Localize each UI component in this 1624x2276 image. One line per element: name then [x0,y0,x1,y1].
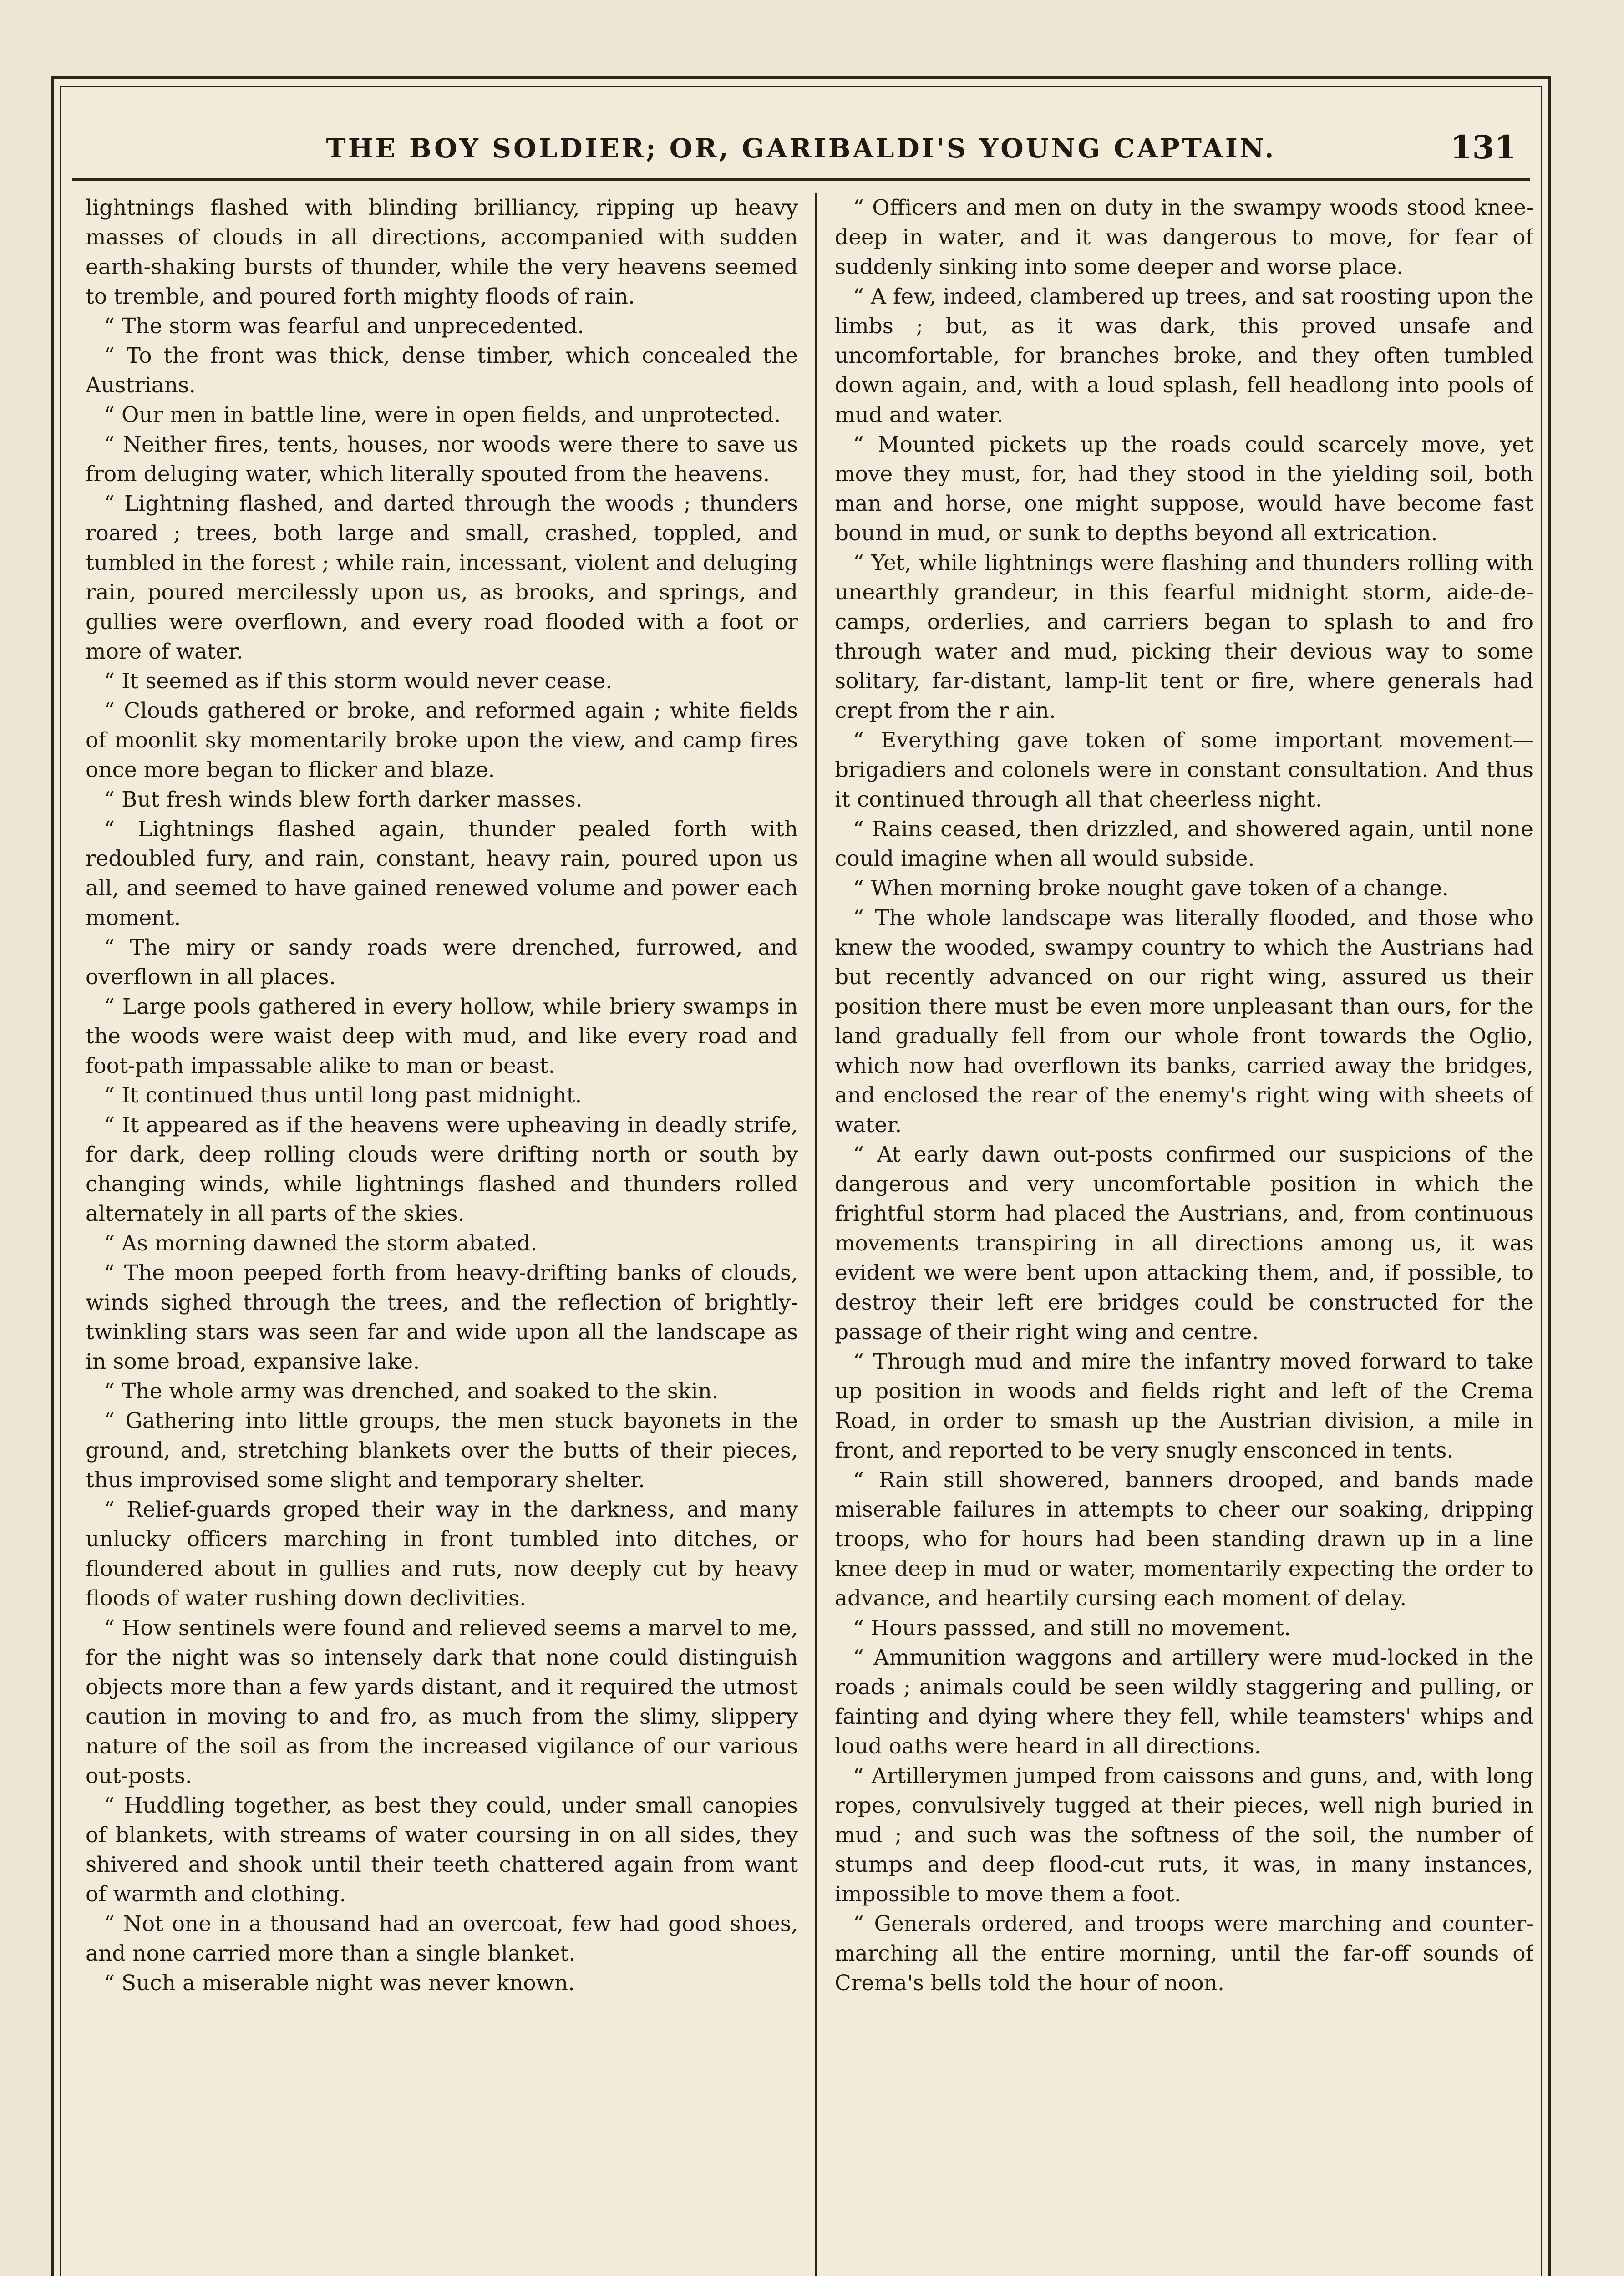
page-header [54,125,1548,184]
paragraph: “ How sentinels were found and relieved seems a marvel to me, for the night was so intensely dark that none could distinguish objects more than a few yards distant, and it required the utmost caution in moving to and fro, as much from the slimy, slippery nature of the soil as from the increased vigilance of our various out-posts. [86,1616,798,1788]
paragraph: “ Gathering into little groups, the men stuck bayonets in the ground, and, stretching blankets over the butts of their pieces, thus improvised some slight and temporary shelter. [86,1408,798,1493]
paragraph: “ To the front was thick, dense timber, which concealed the Austrians. [86,343,798,398]
paragraph: “ The whole landscape was literally flooded, and those who knew the wooded, swampy country to which the Austrians had but recently advanced on our right wing, assured us their position there must be even more unpleasant than ours, for the land gradually fell from our whole front towards the Oglio, which now had overflown its banks, carried away the bridges, and enclosed the rear of the enemy's right wing with sheets of water. [835,905,1533,1138]
paragraph: “ Such a miserable night was never known. [104,1971,575,1996]
paragraph: “ The whole army was drenched, and soaked to the skin. [104,1379,719,1404]
paragraph: “ Not one in a thousand had an overcoat, few had good shoes, and none carried more than a single blanket. [86,1911,798,1966]
paragraph: “ Hours passsed, and still no movement. [853,1616,1291,1641]
paragraph: “ As morning dawned the storm abated. [104,1231,538,1256]
paragraph: “ It continued thus until long past midnight. [104,1083,582,1108]
paragraph: “ The miry or sandy roads were drenched, furrowed, and overflown in all places. [86,935,798,990]
paragraph: “ Officers and men on duty in the swampy woods stood knee-deep in water, and it was dangerous to move, for fear of suddenly sinking into some deeper and worse place. [835,195,1533,279]
page-number: 131 [1450,128,1517,166]
paragraph: “ A few, indeed, clambered up trees, and sat roosting upon the limbs ; but, as it was dark, this proved unsafe and uncomfortable, for branches broke, and they often tumbled down again, and, with a loud splash, fell headlong into pools of mud and water. [835,284,1533,427]
paragraph: “ Ammunition waggons and artillery were mud-locked in the roads ; animals could be seen wildly staggering and pulling, or fainting and dying where they fell, while teamsters' whips and loud oaths were heard in all directions. [835,1645,1533,1759]
page-frame [51,76,1551,2276]
column-divider [815,193,817,2276]
paragraph: “ Relief-guards groped their way in the darkness, and many unlucky officers marching in front tumbled into ditches, or floundered about in gullies and ruts, now deeply cut by heavy floods of water rushing down declivities. [86,1497,798,1611]
paragraph: “ Clouds gathered or broke, and reformed again ; white fields of moonlit sky momentarily broke upon the view, and camp fires once more began to flicker and blaze. [86,698,798,782]
paragraph: “ But fresh winds blew forth darker masses. [104,787,583,812]
paragraph: “ Rains ceased, then drizzled, and showered again, until none could imagine when all would subside. [835,817,1533,871]
paragraph: “ It appeared as if the heavens were upheaving in deadly strife, for dark, deep rolling clouds were drifting north or south by changing winds, while lightnings flashed and thunders rolled alternately in all parts of the skies. [86,1113,798,1226]
paragraph: “ Our men in battle line, were in open fields, and unprotected. [104,402,781,427]
paragraph: “ At early dawn out-posts confirmed our suspicions of the dangerous and very uncomfortable position in which the frightful storm had placed the Austrians, and, from continuous movements transpiring in all directions among us, it was evident we were bent upon attacking them, and, if possible, to destroy their left ere bridges could be constructed for the passage of their right wing and centre. [835,1142,1533,1345]
paragraph: “ Generals ordered, and troops were marching and counter-marching all the entire morning, until the far-off sounds of Crema's bells told the hour of noon. [835,1911,1533,1996]
left-column [86,193,798,2276]
paragraph: “ Large pools gathered in every hollow, while briery swamps in the woods were waist deep with mud, and like every road and foot-path impassable alike to man or beast. [86,994,798,1078]
running-title: THE BOY SOLDIER; OR, GARIBALDI'S YOUNG CAPTAIN. [326,133,1276,164]
paragraph: “ Mounted pickets up the roads could scarcely move, yet move they must, for, had they stood in the yielding soil, both man and horse, one might suppose, would have become fast bound in mud, or sunk to depths beyond all extrication. [835,432,1533,546]
paragraph: “ Lightnings flashed again, thunder pealed forth with redoubled fury, and rain, constant, heavy rain, poured upon us all, and seemed to have gained renewed volume and power each moment. [86,817,798,930]
paragraph: “ Everything gave token of some important movement—brigadiers and colonels were in constant consultation. And thus it continued through all that cheerless night. [835,728,1533,812]
right-column [835,193,1533,2276]
paragraph: lightnings flashed with blinding brilliancy, ripping up heavy masses of clouds in all directions, accompanied with sudden earth-shaking bursts of thunder, while the very heavens seemed to tremble, and poured forth mighty floods of rain. [86,195,798,309]
paragraph: “ Through mud and mire the infantry moved forward to take up position in woods and fields right and left of the Crema Road, in order to smash up the Austrian division, a mile in front, and reported to be very snugly ensconced in tents. [835,1349,1533,1463]
header-rule [72,178,1530,181]
paragraph: “ Rain still showered, banners drooped, and bands made miserable failures in attempts to cheer our soaking, dripping troops, who for hours had been standing drawn up in a line knee deep in mud or water, momentarily expecting the order to advance, and heartily cursing each moment of delay. [835,1468,1533,1611]
paragraph: “ It seemed as if this storm would never cease. [104,669,613,694]
paragraph: “ Yet, while lightnings were flashing and thunders rolling with unearthly grandeur, in this fearful midnight storm, aide-de-camps, orderlies, and carriers began to splash to and fro through water and mud, picking their devious way to some solitary, far-distant, lamp-lit tent or fire, where generals had crept from the r ain. [835,550,1533,723]
paragraph: “ Neither fires, tents, houses, nor woods were there to save us from deluging water, which literally spouted from the heavens. [86,432,798,487]
paragraph: “ When morning broke nought gave token of a change. [853,876,1449,901]
paragraph: “ Artillerymen jumped from caissons and guns, and, with long ropes, convulsively tugged at their pieces, well nigh buried in mud ; and such was the softness of the soil, the number of stumps and deep flood-cut ruts, it was, in many instances, impossible to move them a foot. [835,1763,1533,1907]
paragraph: “ The storm was fearful and unprecedented. [104,314,584,339]
paragraph: “ The moon peeped forth from heavy-drifting banks of clouds, winds sighed through the trees, and the reflection of brightly-twinkling stars was seen far and wide upon all the landscape as in some broad, expansive lake. [86,1260,798,1374]
paragraph: “ Lightning flashed, and darted through the woods ; thunders roared ; trees, both large and small, crashed, toppled, and tumbled in the forest ; while rain, incessant, violent and deluging rain, poured mercilessly upon us, as brooks, and springs, and gullies were overflown, and every road flooded with a foot or more of water. [86,491,798,664]
paragraph: “ Huddling together, as best they could, under small canopies of blankets, with streams of water coursing in on all sides, they shivered and shook until their teeth chattered again from want of warmth and clothing. [86,1793,798,1907]
